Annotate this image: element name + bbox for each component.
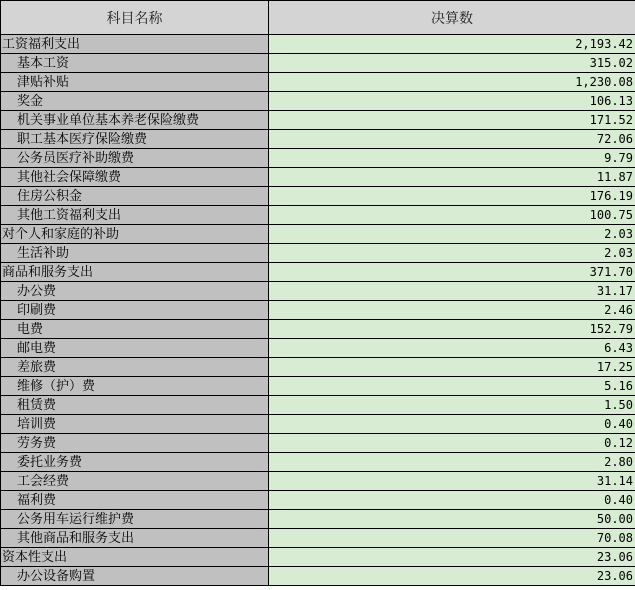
item-name-cell[interactable]: 印刷费 bbox=[1, 301, 269, 320]
table-row bbox=[1, 396, 635, 415]
amount-cell[interactable]: 2.46 bbox=[269, 301, 635, 320]
amount-cell[interactable]: 2.03 bbox=[269, 225, 635, 244]
amount-cell[interactable]: 152.79 bbox=[269, 320, 635, 339]
table-row bbox=[1, 472, 635, 491]
amount-cell[interactable]: 2,193.42 bbox=[269, 35, 635, 54]
item-name-cell[interactable]: 差旅费 bbox=[1, 358, 269, 377]
table-row bbox=[1, 548, 635, 567]
item-name-cell[interactable]: 办公费 bbox=[1, 282, 269, 301]
table-row bbox=[1, 263, 635, 282]
item-name-cell[interactable]: 维修（护）费 bbox=[1, 377, 269, 396]
amount-cell[interactable]: 171.52 bbox=[269, 111, 635, 130]
table-row bbox=[1, 54, 635, 73]
item-name-cell[interactable]: 福利费 bbox=[1, 491, 269, 510]
item-name-cell[interactable]: 培训费 bbox=[1, 415, 269, 434]
item-name-cell[interactable]: 电费 bbox=[1, 320, 269, 339]
amount-cell[interactable]: 11.87 bbox=[269, 168, 635, 187]
amount-cell[interactable]: 31.14 bbox=[269, 472, 635, 491]
table-row bbox=[1, 491, 635, 510]
amount-cell[interactable]: 1.50 bbox=[269, 396, 635, 415]
amount-cell[interactable]: 371.70 bbox=[269, 263, 635, 282]
amount-cell[interactable]: 0.40 bbox=[269, 415, 635, 434]
amount-cell[interactable]: 315.02 bbox=[269, 54, 635, 73]
item-name-cell[interactable]: 办公设备购置 bbox=[1, 567, 269, 586]
amount-cell[interactable]: 23.06 bbox=[269, 548, 635, 567]
table-row bbox=[1, 168, 635, 187]
amount-cell[interactable]: 0.40 bbox=[269, 491, 635, 510]
table-body bbox=[1, 35, 635, 586]
amount-cell[interactable]: 50.00 bbox=[269, 510, 635, 529]
item-name-cell[interactable]: 委托业务费 bbox=[1, 453, 269, 472]
table-row bbox=[1, 358, 635, 377]
header-final-amount[interactable]: 决算数 bbox=[269, 1, 635, 35]
item-name-cell[interactable]: 劳务费 bbox=[1, 434, 269, 453]
item-name-cell[interactable]: 工会经费 bbox=[1, 472, 269, 491]
table-row bbox=[1, 320, 635, 339]
item-name-cell[interactable]: 邮电费 bbox=[1, 339, 269, 358]
item-name-cell[interactable]: 其他社会保障缴费 bbox=[1, 168, 269, 187]
item-name-cell[interactable]: 其他商品和服务支出 bbox=[1, 529, 269, 548]
item-name-cell[interactable]: 住房公积金 bbox=[1, 187, 269, 206]
table-row bbox=[1, 92, 635, 111]
amount-cell[interactable]: 9.79 bbox=[269, 149, 635, 168]
item-name-cell[interactable]: 机关事业单位基本养老保险缴费 bbox=[1, 111, 269, 130]
table-row bbox=[1, 244, 635, 263]
item-name-cell[interactable]: 公务用车运行维护费 bbox=[1, 510, 269, 529]
item-name-cell[interactable]: 其他工资福利支出 bbox=[1, 206, 269, 225]
item-name-cell[interactable]: 职工基本医疗保险缴费 bbox=[1, 130, 269, 149]
table-row bbox=[1, 434, 635, 453]
item-name-cell[interactable]: 租赁费 bbox=[1, 396, 269, 415]
table-row bbox=[1, 567, 635, 586]
amount-cell[interactable]: 0.12 bbox=[269, 434, 635, 453]
item-name-cell[interactable]: 生活补助 bbox=[1, 244, 269, 263]
table-row bbox=[1, 510, 635, 529]
table-row bbox=[1, 529, 635, 548]
category-name-cell[interactable]: 对个人和家庭的补助 bbox=[1, 225, 269, 244]
table-row bbox=[1, 377, 635, 396]
header-subject-name[interactable]: 科目名称 bbox=[1, 1, 269, 35]
table-row bbox=[1, 35, 635, 54]
table-row bbox=[1, 187, 635, 206]
item-name-cell[interactable]: 基本工资 bbox=[1, 54, 269, 73]
amount-cell[interactable]: 2.80 bbox=[269, 453, 635, 472]
amount-cell[interactable]: 2.03 bbox=[269, 244, 635, 263]
category-name-cell[interactable]: 商品和服务支出 bbox=[1, 263, 269, 282]
table-row bbox=[1, 206, 635, 225]
item-name-cell[interactable]: 奖金 bbox=[1, 92, 269, 111]
amount-cell[interactable]: 17.25 bbox=[269, 358, 635, 377]
item-name-cell[interactable]: 津贴补贴 bbox=[1, 73, 269, 92]
category-name-cell[interactable]: 工资福利支出 bbox=[1, 35, 269, 54]
amount-cell[interactable]: 6.43 bbox=[269, 339, 635, 358]
amount-cell[interactable]: 5.16 bbox=[269, 377, 635, 396]
table-row bbox=[1, 301, 635, 320]
table-row bbox=[1, 73, 635, 92]
amount-cell[interactable]: 23.06 bbox=[269, 567, 635, 586]
table-row bbox=[1, 225, 635, 244]
table-row bbox=[1, 453, 635, 472]
table-row bbox=[1, 130, 635, 149]
amount-cell[interactable]: 31.17 bbox=[269, 282, 635, 301]
category-name-cell[interactable]: 资本性支出 bbox=[1, 548, 269, 567]
amount-cell[interactable]: 70.08 bbox=[269, 529, 635, 548]
header-row bbox=[1, 1, 635, 35]
amount-cell[interactable]: 72.06 bbox=[269, 130, 635, 149]
table-row bbox=[1, 149, 635, 168]
amount-cell[interactable]: 106.13 bbox=[269, 92, 635, 111]
table-row bbox=[1, 339, 635, 358]
amount-cell[interactable]: 100.75 bbox=[269, 206, 635, 225]
item-name-cell[interactable]: 公务员医疗补助缴费 bbox=[1, 149, 269, 168]
table-row bbox=[1, 282, 635, 301]
amount-cell[interactable]: 176.19 bbox=[269, 187, 635, 206]
table-row bbox=[1, 415, 635, 434]
amount-cell[interactable]: 1,230.08 bbox=[269, 73, 635, 92]
table-row bbox=[1, 111, 635, 130]
